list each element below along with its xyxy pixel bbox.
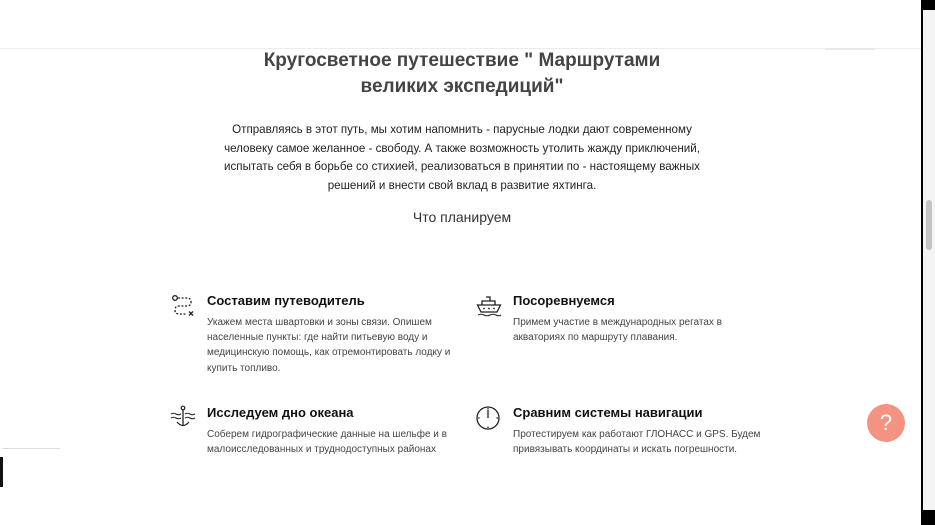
bottom-overlay — [0, 456, 921, 525]
page-title: Кругосветное путешествие " Маршрутами великих экспедиций" — [263, 50, 661, 97]
feature-description: Примем участие в международных регатах в акваториях по маршруту плавания. — [513, 317, 722, 344]
scrollbar-thumb[interactable] — [926, 200, 932, 250]
feature-title: Составим путеводитель — [207, 293, 365, 308]
compass-icon — [476, 405, 502, 431]
top-header-bar — [0, 0, 935, 49]
section-heading: Что планируем — [412, 209, 512, 225]
anchor-waves-icon — [170, 405, 196, 431]
feature-description: Укажем места швартовки и зоны связи. Опишем населенные пункты: где найти питьевую воду и медицинскую помощь, как отремонтировать лодку и купить топливо. — [207, 317, 451, 374]
edge-artifact-bottom — [2, 448, 60, 454]
feature-title: Посоревнуемся — [513, 293, 615, 308]
edge-artifact — [0, 457, 3, 487]
ship-icon — [476, 293, 502, 319]
scrollbar[interactable] — [923, 10, 935, 510]
header-divider — [825, 48, 875, 50]
feature-title: Исследуем дно океана — [207, 405, 354, 420]
route-icon — [170, 293, 196, 319]
feature-description: Протестируем как работают ГЛОНАСС и GPS. Будем привязывать координаты и искать погрешности. — [513, 429, 761, 456]
feature-title: Сравним системы навигации — [513, 405, 703, 420]
feature-description: Соберем гидрографические данные на шельфе и в малоисследованных и труднодоступных районах — [207, 429, 447, 456]
intro-paragraph: Отправляясь в этот путь, мы хотим напомнить - парусные лодки дают современному человеку самое желанное - свободу. А также возможность утолить жажду приключений, испытать себя в борьбе со стихией, реализоваться в принятии по - настоящему важных решений и внести свой вклад в развитие яхтинга. — [224, 123, 700, 192]
help-button[interactable]: ? — [867, 404, 905, 442]
